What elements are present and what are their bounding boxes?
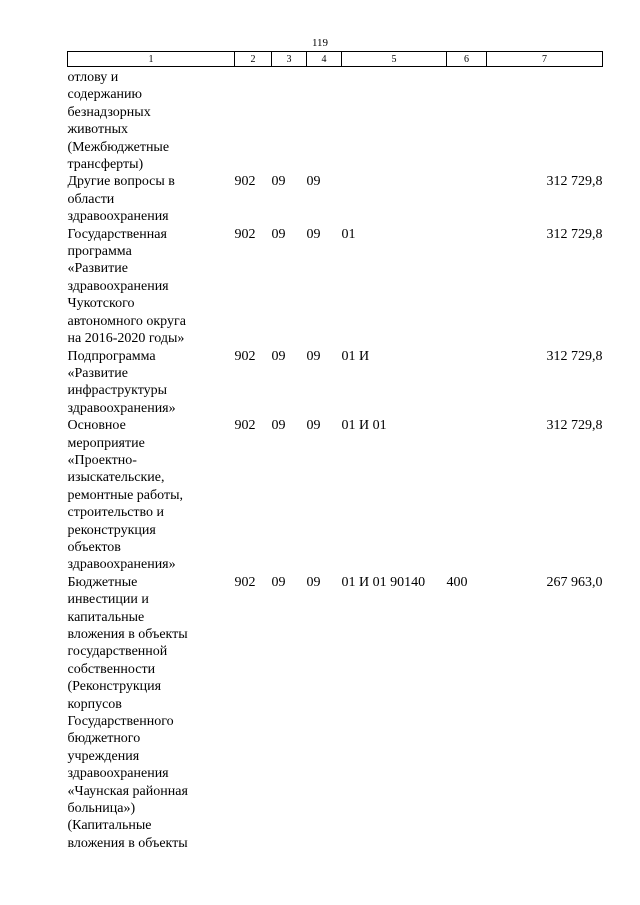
- header-col-5: 5: [342, 52, 447, 67]
- row-section-cell: [272, 67, 307, 174]
- row-name-cell: Бюджетные инвестиции и капитальные вложения в объекты государственной собственности (Реконструкция корпусов Государственного бюджетного учреждения здравоохранения «Чаунская районная больница») (Капитальные вложения в объекты: [67, 574, 188, 851]
- row-expense-type-cell: [447, 173, 487, 225]
- row-target-article-cell: [342, 173, 447, 225]
- table-row: [68, 574, 603, 853]
- row-amount-cell: 312 729,8: [546, 418, 603, 434]
- row-subsection-cell: 09: [306, 574, 321, 590]
- table-row: [68, 226, 603, 348]
- table-row: [68, 173, 603, 225]
- row-amount-cell: 267 963,0: [546, 574, 603, 590]
- row-target-article-cell: 01: [341, 226, 356, 242]
- row-name-cell: отлову и содержанию безнадзорных животных (Межбюджетные трансферты): [67, 70, 170, 173]
- table-row: [68, 67, 603, 174]
- row-subsection-cell: [307, 67, 342, 174]
- row-expense-type-cell: 400: [446, 574, 468, 590]
- page-number: 119: [311, 37, 329, 49]
- row-section-cell: 09: [271, 574, 286, 590]
- row-admin-code-cell: 902: [234, 174, 256, 190]
- row-section-cell: 09: [271, 418, 286, 434]
- row-expense-type-cell: [447, 67, 487, 174]
- header-col-3: 3: [272, 52, 307, 67]
- row-target-article-cell: [342, 67, 447, 174]
- row-expense-type-cell: [447, 417, 487, 574]
- row-amount-cell: 312 729,8: [546, 348, 603, 364]
- row-name-cell: Основное мероприятие «Проектно- изыскательские, ремонтные работы, строительство и реконструкция объектов здравоохранения»: [67, 418, 183, 573]
- header-col-6: 6: [447, 52, 487, 67]
- row-amount-cell: 312 729,8: [546, 174, 603, 190]
- row-subsection-cell: 09: [306, 348, 321, 364]
- row-name-cell: Другие вопросы в области здравоохранения: [67, 174, 175, 225]
- row-section-cell: 09: [271, 226, 286, 242]
- row-target-article-cell: 01 И: [341, 348, 370, 364]
- row-admin-code-cell: [235, 67, 272, 174]
- budget-table: [67, 51, 603, 852]
- row-name-cell: Подпрограмма «Развитие инфраструктуры здравоохранения»: [67, 348, 176, 416]
- header-col-2: 2: [235, 52, 272, 67]
- row-section-cell: 09: [271, 348, 286, 364]
- row-admin-code-cell: 902: [234, 574, 256, 590]
- row-admin-code-cell: 902: [234, 348, 256, 364]
- row-target-article-cell: 01 И 01 90140: [341, 574, 426, 590]
- row-amount-cell: [487, 67, 603, 174]
- table-row: [68, 417, 603, 574]
- header-col-4: 4: [307, 52, 342, 67]
- row-subsection-cell: 09: [306, 174, 321, 190]
- table-row: [68, 348, 603, 418]
- header-col-1: 1: [68, 52, 235, 67]
- row-subsection-cell: 09: [306, 418, 321, 434]
- header-col-7: 7: [487, 52, 603, 67]
- row-expense-type-cell: [447, 348, 487, 418]
- column-number-header: [68, 52, 603, 67]
- row-section-cell: 09: [271, 174, 286, 190]
- row-name-cell: Государственная программа «Развитие здравоохранения Чукотского автономного округа на 2016-2020 годы»: [67, 226, 186, 347]
- row-target-article-cell: 01 И 01: [341, 418, 387, 434]
- row-admin-code-cell: 902: [234, 226, 256, 242]
- row-subsection-cell: 09: [306, 226, 321, 242]
- row-amount-cell: 312 729,8: [546, 226, 603, 242]
- row-expense-type-cell: [447, 226, 487, 348]
- row-admin-code-cell: 902: [234, 418, 256, 434]
